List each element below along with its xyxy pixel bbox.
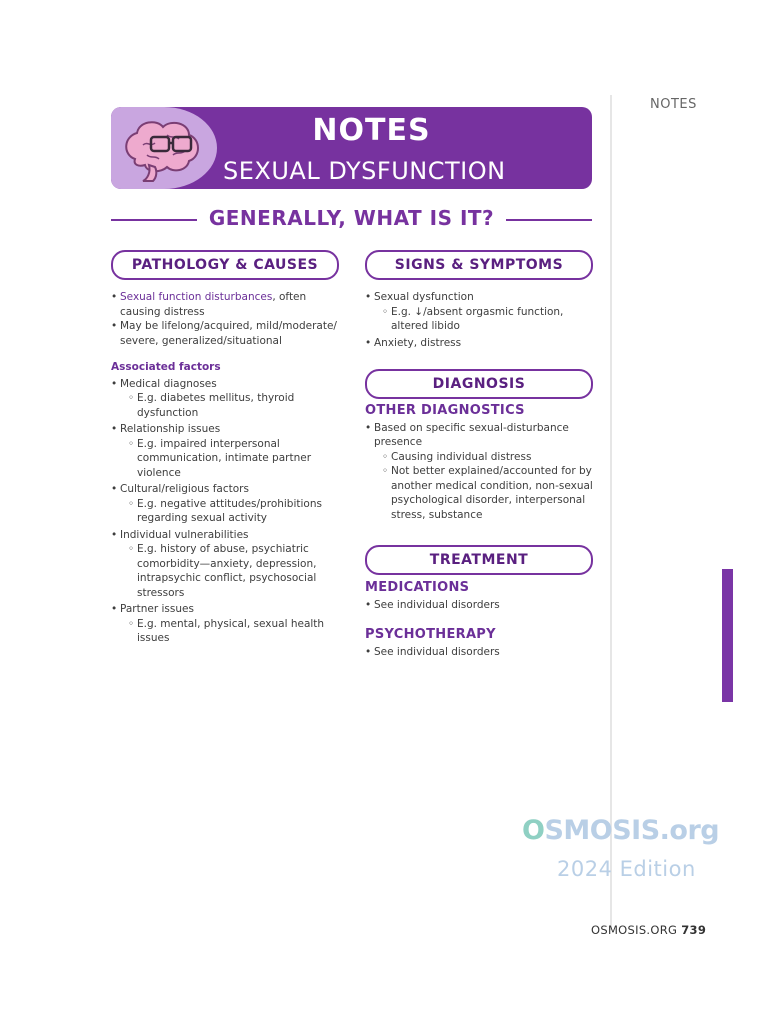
list-item: • See individual disorders (365, 645, 595, 660)
medications-heading: MEDICATIONS (365, 580, 470, 595)
associated-factors-heading: Associated factors (111, 361, 221, 373)
sexual-function-link[interactable]: Sexual function disturbances (120, 291, 273, 303)
title-banner (111, 107, 592, 189)
pathology-column (111, 290, 343, 646)
notes-side-label: NOTES (650, 97, 697, 112)
page-number: 739 (681, 923, 707, 937)
diagnosis-column (365, 404, 595, 522)
pathology-causes-pill: PATHOLOGY & CAUSES (111, 250, 339, 280)
list-item: ◦ E.g. ↓/absent orgasmic function, altered libido (365, 305, 595, 334)
diagnosis-pill: DIAGNOSIS (365, 369, 593, 399)
section-heading (111, 205, 592, 235)
signs-column (365, 290, 595, 350)
page-footer (591, 923, 706, 937)
section-heading-text: GENERALLY, WHAT IS IT? (111, 206, 592, 230)
list-item: • Sexual function disturbances, often causing distress (111, 290, 343, 319)
banner-subtitle: SEXUAL DYSFUNCTION (223, 157, 506, 185)
list-item: • Medical diagnoses (111, 377, 343, 392)
sidebar-divider (610, 95, 612, 930)
other-diagnostics-heading: OTHER DIAGNOSTICS (365, 403, 525, 418)
footer-site: OSMOSIS.ORG (591, 923, 678, 937)
list-item: • Based on specific sexual-disturbance presence (365, 421, 595, 450)
list-item: ◦ E.g. impaired interpersonal communication, intimate partner violence (111, 437, 343, 481)
treatment-pill: TREATMENT (365, 545, 593, 575)
osmosis-watermark-logo: OSMOSIS.org (522, 815, 720, 846)
banner-title: NOTES (312, 113, 431, 148)
list-item: • Anxiety, distress (365, 336, 595, 351)
psychotherapy-heading: PSYCHOTHERAPY (365, 627, 496, 642)
signs-symptoms-pill: SIGNS & SYMPTOMS (365, 250, 593, 280)
list-item: • May be lifelong/acquired, mild/moderate/ severe, generalized/situational (111, 319, 343, 348)
list-item: ◦ E.g. negative attitudes/prohibitions regarding sexual activity (111, 497, 343, 526)
list-item: ◦ E.g. history of abuse, psychiatric comorbidity—anxiety, depression, intrapsychic conflict, psychosocial stressors (111, 542, 343, 600)
treatment-column (365, 581, 595, 659)
chapter-tab (722, 569, 733, 702)
list-item: ◦ Causing individual distress (365, 450, 595, 465)
list-item: • Sexual dysfunction (365, 290, 595, 305)
list-item: • See individual disorders (365, 598, 595, 613)
list-item: • Cultural/religious factors (111, 482, 343, 497)
list-item: ◦ E.g. diabetes mellitus, thyroid dysfunction (111, 391, 343, 420)
list-item: • Relationship issues (111, 422, 343, 437)
list-item: ◦ E.g. mental, physical, sexual health issues (111, 617, 343, 646)
list-item: ◦ Not better explained/accounted for by another medical condition, non-sexual psychological disorder, interpersonal stress, substance (365, 464, 595, 522)
list-item: • Individual vulnerabilities (111, 528, 343, 543)
list-item: • Partner issues (111, 602, 343, 617)
edition-watermark: 2024 Edition (557, 857, 696, 881)
